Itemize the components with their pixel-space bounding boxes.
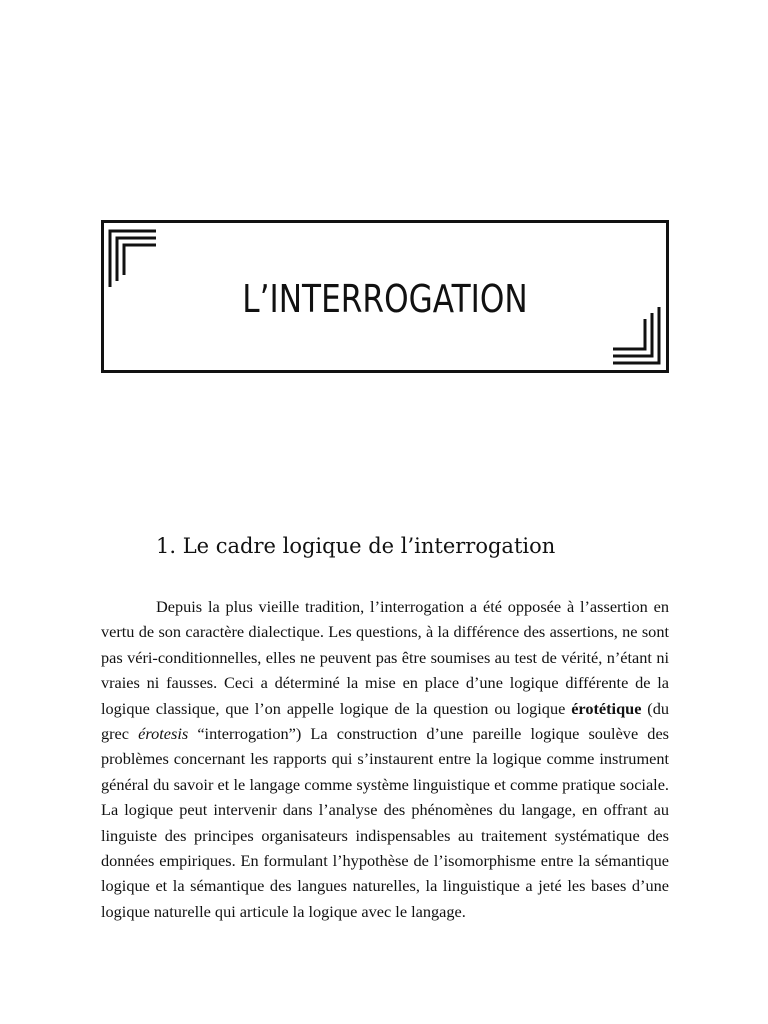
paragraph-text-part3: “interrogation”) La construction d’une pareille logique soulève des problèmes concernant les rapports qui s’instaurent entre la logique comme instrument général du savoir et le langage comme système linguistique et comme pratique sociale. La logique peut intervenir dans l’analyse des phénomènes du langage, en offrant au linguiste des principes organisateurs indispensables au traitement systématique des données empiriques. En formulant l’hypothèse de l’isomorphisme entre la sémantique logique et la sémantique des langues naturelles, la linguistique a jeté les bases d’une logique naturelle qui articule la logique avec le langage. <box>101 724 670 921</box>
section-heading: 1. Le cadre logique de l’interrogation <box>156 534 556 558</box>
corner-ornament-top-left <box>108 229 158 289</box>
chapter-title-box <box>101 220 669 373</box>
paragraph-text-part1: Depuis la plus vieille tradition, l’interrogation a été opposée à l’assertion en vertu de son caractère dialectique. Les questions, à la différence des assertions, ne sont pas véri-conditionnelles, elles ne peuvent pas être soumises au test de vérité, n’étant ni vraies ni fausses. Ceci a déterminé la mise en place d’une logique différente de la logique classique, que l’on appelle logique de la question ou logique <box>101 597 669 718</box>
paragraph-text-part2: (du grec <box>101 698 669 744</box>
chapter-title: L’INTERROGATION <box>242 277 528 321</box>
term-erotesis: érotesis <box>138 724 189 744</box>
term-erotetique: érotétique <box>571 698 642 718</box>
body-paragraph <box>101 594 669 924</box>
corner-ornament-bottom-right <box>611 305 661 365</box>
